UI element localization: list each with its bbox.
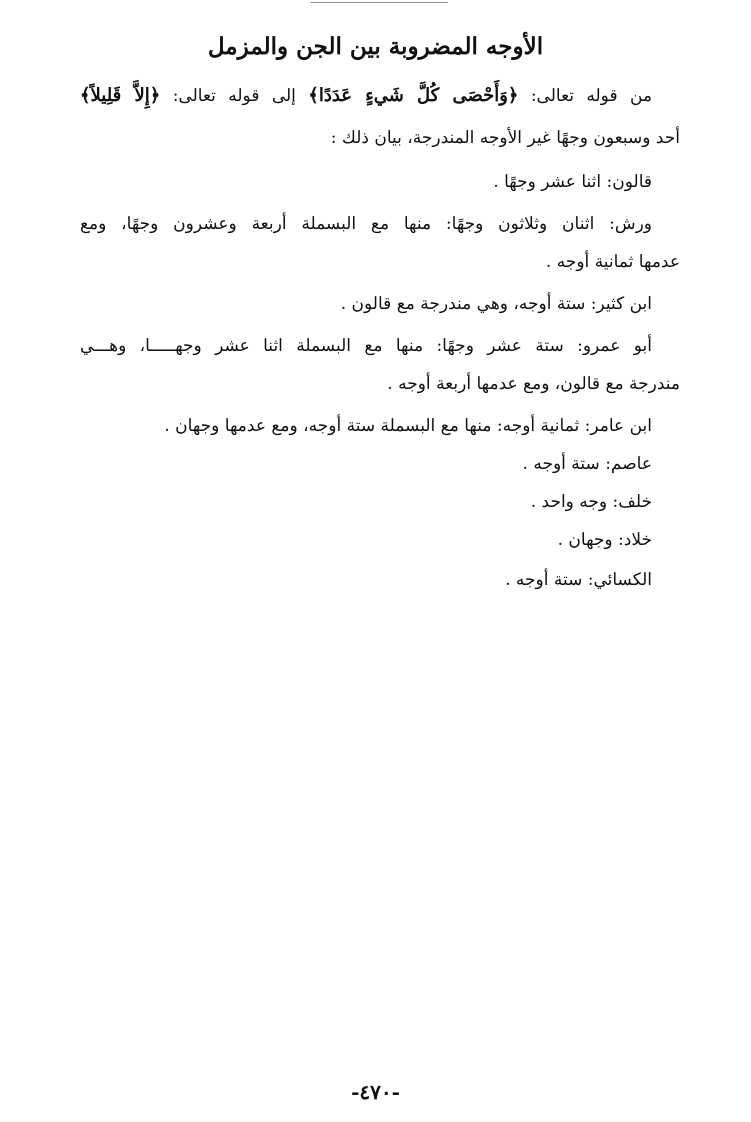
entry-kisai: الكسائي: ستة أوجه . — [505, 570, 652, 590]
intro-text-start: من قوله تعالى: — [530, 86, 653, 106]
quran-verse-2: ﴿إِلاَّ قَلِيلاً﴾ — [80, 85, 161, 106]
entry-warsh-line-2: عدمها ثمانية أوجه . — [545, 252, 680, 272]
intro-line-2: أحد وسبعون وجهًا غير الأوجه المندرجة، بيان ذلك : — [330, 128, 680, 148]
intro-text-middle: إلى قوله تعالى: — [172, 86, 296, 106]
page-title: الأوجه المضروبة بين الجن والمزمل — [207, 33, 544, 60]
entry-asim: عاصم: ستة أوجه . — [522, 454, 652, 474]
entry-khalaf: خلف: وجه واحد . — [530, 492, 652, 512]
entry-khallad: خلاد: وجهان . — [557, 530, 652, 550]
page-number: -٤٧٠- — [351, 1080, 400, 1104]
entry-qalun: قالون: اثنا عشر وجهًا . — [493, 172, 652, 192]
entry-ibn-kathir: ابن كثير: ستة أوجه، وهي مندرجة مع قالون . — [340, 294, 652, 314]
entry-ibn-amir: ابن عامر: ثمانية أوجه: منها مع البسملة ستة أوجه، ومع عدمها وجهان . — [164, 416, 652, 436]
quran-verse-1: ﴿وَأَحْصَى كُلَّ شَيءٍ عَدَدًا﴾ — [308, 85, 519, 106]
top-rule — [310, 2, 448, 3]
entry-warsh-line-1: ورش: اثنان وثلاثون وجهًا: منها مع البسملة أربعة وعشرون وجهًا، ومع — [80, 214, 652, 234]
entry-abu-amr-line-1: أبو عمرو: ستة عشر وجهًا: منها مع البسملة اثنا عشر وجهـــــا، وهـــي — [80, 336, 652, 356]
intro-line-1 — [80, 80, 652, 112]
entry-abu-amr-line-2: مندرجة مع قالون، ومع عدمها أربعة أوجه . — [387, 374, 680, 394]
